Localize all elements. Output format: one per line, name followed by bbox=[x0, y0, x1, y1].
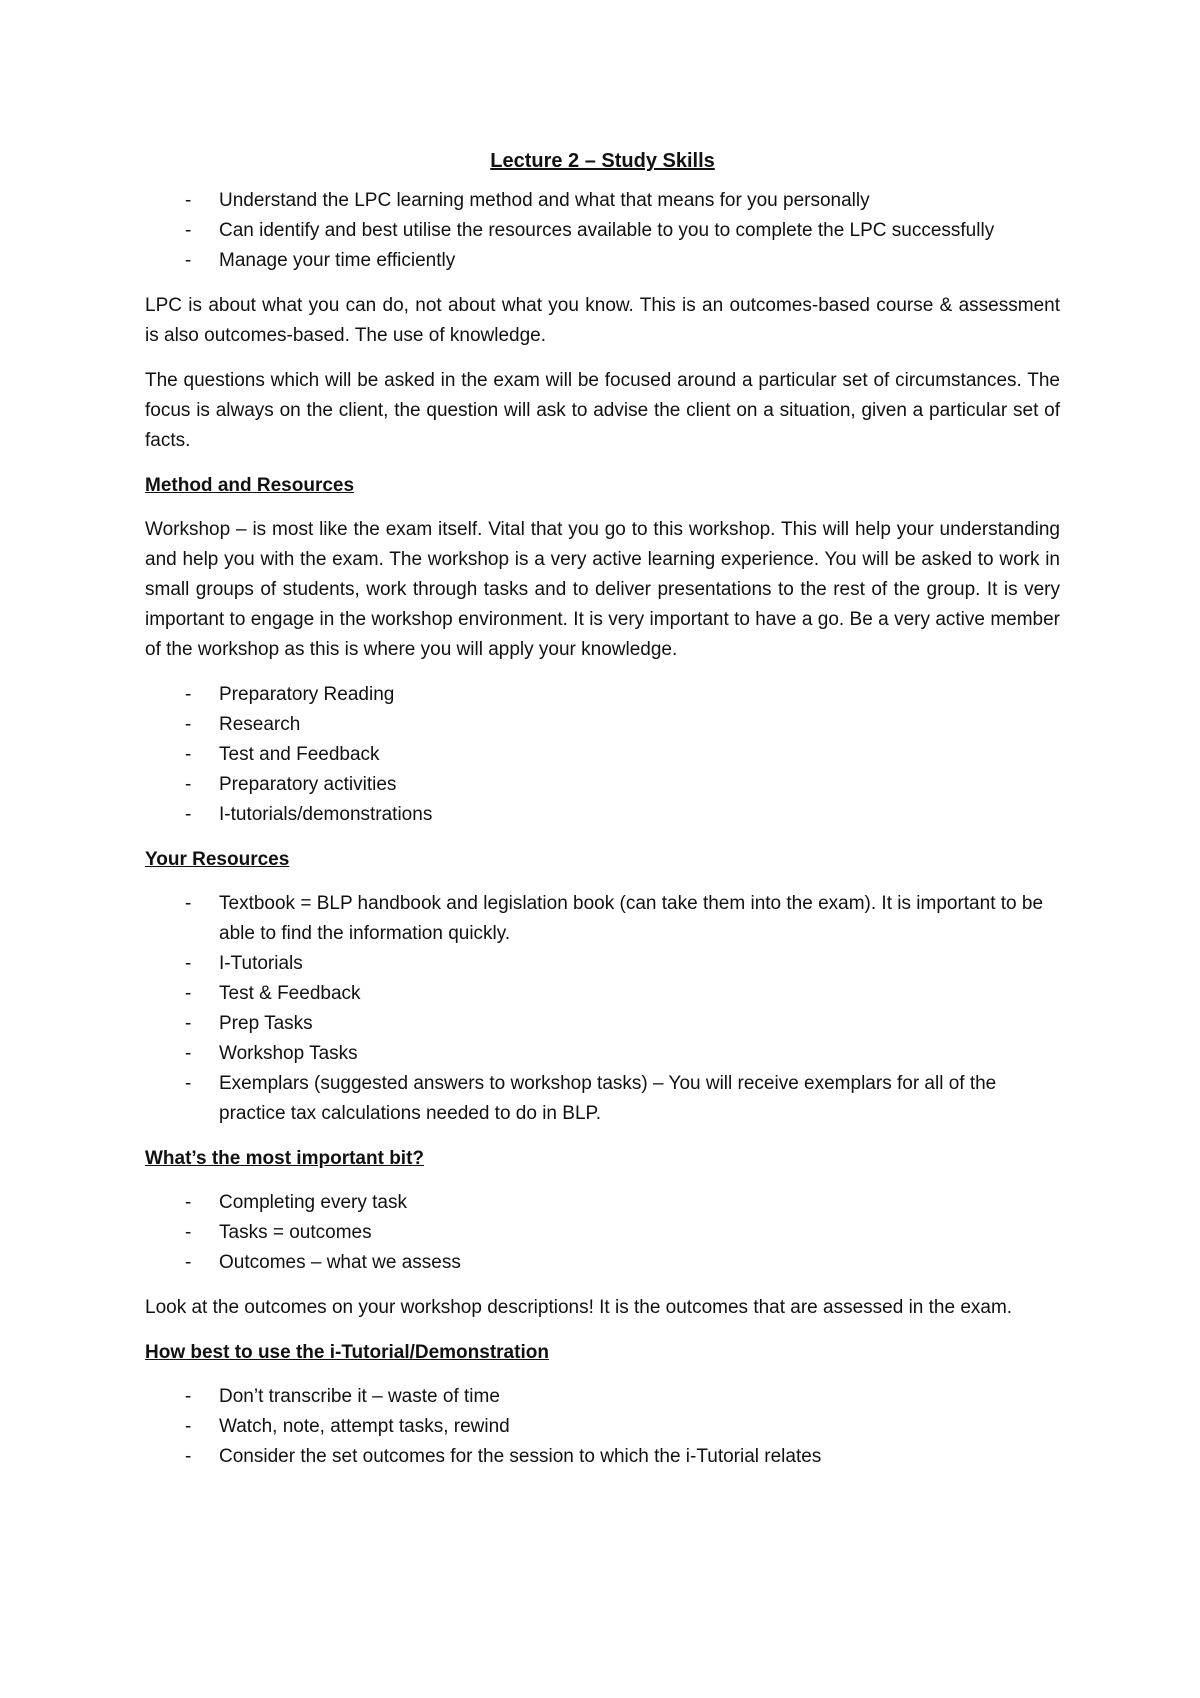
list-item-text: I-Tutorials bbox=[219, 953, 303, 974]
list-item-text: Preparatory activities bbox=[219, 774, 397, 795]
dash-bullet: - bbox=[185, 774, 192, 795]
list-item-text: Manage your time efficiently bbox=[219, 250, 456, 271]
dash-bullet: - bbox=[185, 1386, 192, 1407]
intro-paragraph: LPC is about what you can do, not about what you know. This is an outcomes-based course & assessment is also outcomes-based. The use of knowledge. bbox=[145, 295, 1060, 346]
list-item-text: Outcomes – what we assess bbox=[219, 1252, 461, 1273]
dash-bullet: - bbox=[185, 1416, 192, 1437]
section-heading-itutorial: How best to use the i-Tutorial/Demonstration bbox=[145, 1342, 549, 1363]
dash-bullet: - bbox=[185, 190, 192, 211]
list-item bbox=[145, 680, 1060, 710]
list-item bbox=[145, 710, 1060, 740]
resources-list bbox=[145, 889, 1060, 1129]
list-item bbox=[145, 1248, 1060, 1278]
list-item-text: Preparatory Reading bbox=[219, 684, 395, 705]
itutorial-list bbox=[145, 1382, 1060, 1472]
document-title: Lecture 2 – Study Skills bbox=[490, 150, 715, 172]
dash-bullet: - bbox=[185, 1192, 192, 1213]
list-item bbox=[145, 1412, 1060, 1442]
list-item bbox=[145, 1039, 1060, 1069]
list-item-text: Completing every task bbox=[219, 1192, 407, 1213]
list-item bbox=[145, 740, 1060, 770]
dash-bullet: - bbox=[185, 953, 192, 974]
dash-bullet: - bbox=[185, 714, 192, 735]
list-item bbox=[145, 1382, 1060, 1412]
list-item bbox=[145, 949, 1060, 979]
list-item-text: Tasks = outcomes bbox=[219, 1222, 372, 1243]
section-heading-method: Method and Resources bbox=[145, 475, 355, 496]
list-item bbox=[145, 1188, 1060, 1218]
method-paragraph: Workshop – is most like the exam itself. Vital that you go to this workshop. This will help your understanding and help you with the exam. The workshop is a very active learning experience. You will be asked to work in small groups of students, work through tasks and to deliver presentations to the rest of the group. It is very important to engage in the workshop environment. It is very important to have a go. Be a very active member of the workshop as this is where you will apply your knowledge. bbox=[145, 519, 1060, 660]
important-list bbox=[145, 1188, 1060, 1278]
list-item bbox=[145, 889, 1060, 949]
dash-bullet: - bbox=[185, 804, 192, 825]
method-list bbox=[145, 680, 1060, 830]
dash-bullet: - bbox=[185, 1073, 192, 1094]
list-item bbox=[145, 1009, 1060, 1039]
list-item-text: Test & Feedback bbox=[219, 983, 361, 1004]
list-item-text: Understand the LPC learning method and what that means for you personally bbox=[219, 190, 870, 211]
list-item-text: Can identify and best utilise the resources available to you to complete the LPC successfully bbox=[219, 220, 995, 241]
dash-bullet: - bbox=[185, 983, 192, 1004]
list-item-text: Workshop Tasks bbox=[219, 1043, 358, 1064]
list-item bbox=[145, 1442, 1060, 1472]
document-page bbox=[145, 146, 1060, 1487]
list-item bbox=[145, 246, 1060, 276]
list-item-text: Test and Feedback bbox=[219, 744, 380, 765]
list-item-text: Exemplars (suggested answers to workshop tasks) – You will receive exemplars for all of the practice tax calculations needed to do in BLP. bbox=[219, 1073, 997, 1124]
list-item bbox=[145, 979, 1060, 1009]
important-paragraph: Look at the outcomes on your workshop descriptions! It is the outcomes that are assessed in the exam. bbox=[145, 1297, 1013, 1318]
section-heading-important: What’s the most important bit? bbox=[145, 1148, 425, 1169]
section-heading-resources: Your Resources bbox=[145, 849, 290, 870]
list-item bbox=[145, 800, 1060, 830]
dash-bullet: - bbox=[185, 1222, 192, 1243]
list-item bbox=[145, 770, 1060, 800]
list-item-text: I-tutorials/demonstrations bbox=[219, 804, 433, 825]
dash-bullet: - bbox=[185, 1013, 192, 1034]
list-item bbox=[145, 1218, 1060, 1248]
dash-bullet: - bbox=[185, 1043, 192, 1064]
list-item bbox=[145, 1069, 1060, 1129]
list-item-text: Watch, note, attempt tasks, rewind bbox=[219, 1416, 510, 1437]
list-item-text: Consider the set outcomes for the session to which the i-Tutorial relates bbox=[219, 1446, 822, 1467]
dash-bullet: - bbox=[185, 220, 192, 241]
dash-bullet: - bbox=[185, 893, 192, 914]
dash-bullet: - bbox=[185, 1446, 192, 1467]
dash-bullet: - bbox=[185, 744, 192, 765]
list-item-text: Research bbox=[219, 714, 301, 735]
list-item bbox=[145, 216, 1060, 246]
dash-bullet: - bbox=[185, 250, 192, 271]
list-item-text: Prep Tasks bbox=[219, 1013, 313, 1034]
list-item bbox=[145, 186, 1060, 216]
list-item-text: Textbook = BLP handbook and legislation book (can take them into the exam). It is important to be able to find the information quickly. bbox=[219, 893, 1044, 944]
dash-bullet: - bbox=[185, 684, 192, 705]
intro-paragraph: The questions which will be asked in the exam will be focused around a particular set of circumstances. The focus is always on the client, the question will ask to advise the client on a situation, given a particular set of facts. bbox=[145, 370, 1060, 451]
dash-bullet: - bbox=[185, 1252, 192, 1273]
list-item-text: Don’t transcribe it – waste of time bbox=[219, 1386, 500, 1407]
aims-list bbox=[145, 186, 1060, 276]
